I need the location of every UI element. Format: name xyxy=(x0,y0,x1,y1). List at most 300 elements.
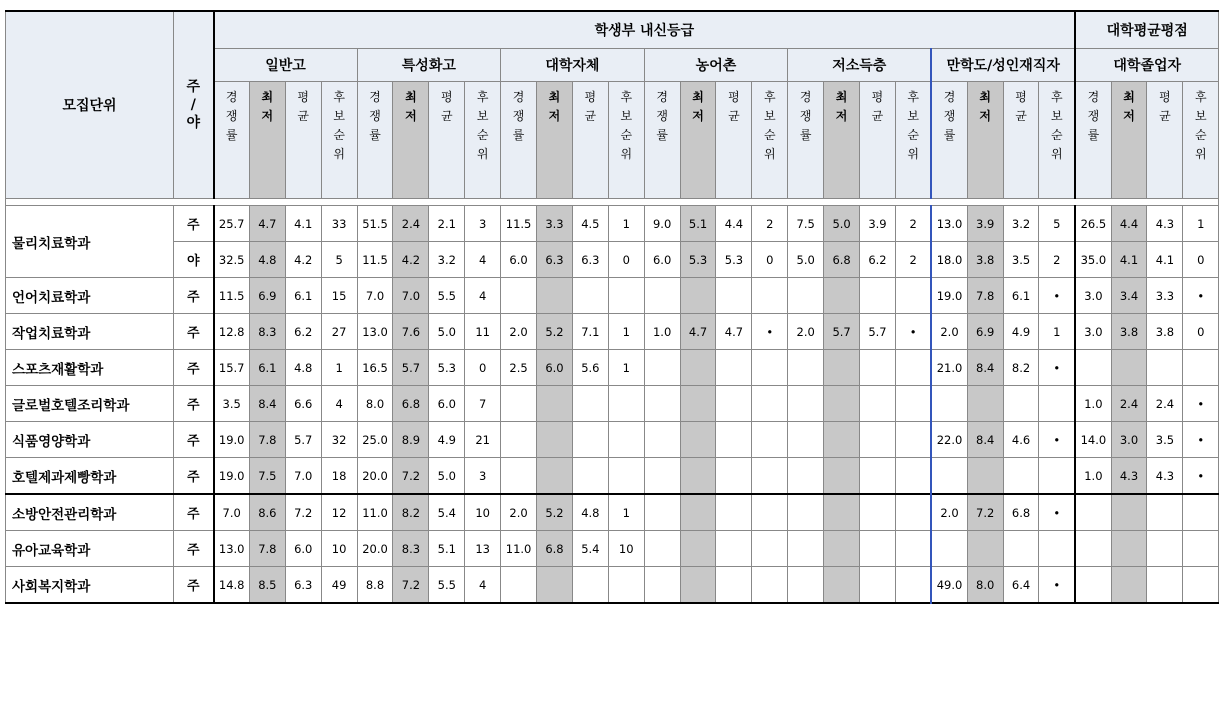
group-header-adult-learner: 만학도/성인재직자 xyxy=(931,49,1075,82)
cell-general-competition-rate: 25.7 xyxy=(214,206,250,242)
cell-univ-own-waitlist-rank xyxy=(608,458,644,495)
cell-general-lowest-grade: 8.3 xyxy=(249,314,285,350)
day-night-cell: 주 xyxy=(174,494,214,531)
cell-low-income-average-grade xyxy=(860,422,896,458)
cell-low-income-waitlist-rank xyxy=(895,350,931,386)
cell-univ-own-lowest-grade xyxy=(537,567,573,604)
cell-adult-learner-competition-rate xyxy=(931,386,967,422)
cell-univ-own-average-grade xyxy=(572,567,608,604)
cell-specialized-competition-rate: 16.5 xyxy=(357,350,393,386)
col-header-low-income-lowest-grade xyxy=(824,82,860,199)
col-header-rural-waitlist-rank xyxy=(752,82,788,199)
cell-general-lowest-grade: 7.5 xyxy=(249,458,285,495)
day-night-cell: 주 xyxy=(174,350,214,386)
cell-low-income-average-grade: 6.2 xyxy=(860,242,896,278)
cell-specialized-waitlist-rank: 21 xyxy=(465,422,501,458)
cell-general-competition-rate: 32.5 xyxy=(214,242,250,278)
cell-graduate-lowest-grade xyxy=(1111,567,1147,604)
cell-rural-waitlist-rank xyxy=(752,531,788,567)
cell-rural-waitlist-rank xyxy=(752,278,788,314)
cell-rural-average-grade: 4.4 xyxy=(716,206,752,242)
cell-adult-learner-waitlist-rank: 2 xyxy=(1039,242,1075,278)
cell-specialized-lowest-grade: 7.2 xyxy=(393,567,429,604)
cell-rural-lowest-grade: 5.1 xyxy=(680,206,716,242)
col-header-label: 최저 xyxy=(835,90,848,123)
cell-graduate-competition-rate: 1.0 xyxy=(1075,386,1111,422)
cell-adult-learner-competition-rate: 13.0 xyxy=(931,206,967,242)
day-night-cell: 주 xyxy=(174,531,214,567)
cell-general-competition-rate: 7.0 xyxy=(214,494,250,531)
cell-adult-learner-competition-rate: 21.0 xyxy=(931,350,967,386)
cell-graduate-lowest-grade: 3.4 xyxy=(1111,278,1147,314)
table-row xyxy=(6,350,1219,386)
cell-graduate-lowest-grade: 4.1 xyxy=(1111,242,1147,278)
cell-general-waitlist-rank: 15 xyxy=(321,278,357,314)
table-row xyxy=(6,386,1219,422)
cell-adult-learner-waitlist-rank xyxy=(1039,386,1075,422)
cell-univ-own-waitlist-rank: 10 xyxy=(608,531,644,567)
cell-adult-learner-lowest-grade: 7.8 xyxy=(967,278,1003,314)
cell-univ-own-waitlist-rank xyxy=(608,386,644,422)
cell-adult-learner-competition-rate: 49.0 xyxy=(931,567,967,604)
cell-rural-lowest-grade xyxy=(680,278,716,314)
cell-general-waitlist-rank: 49 xyxy=(321,567,357,604)
day-night-cell: 주 xyxy=(174,206,214,242)
cell-general-lowest-grade: 4.7 xyxy=(249,206,285,242)
cell-specialized-average-grade: 6.0 xyxy=(429,386,465,422)
day-night-cell: 주 xyxy=(174,278,214,314)
cell-univ-own-waitlist-rank xyxy=(608,422,644,458)
cell-rural-competition-rate xyxy=(644,494,680,531)
cell-specialized-competition-rate: 7.0 xyxy=(357,278,393,314)
cell-univ-own-waitlist-rank: 1 xyxy=(608,206,644,242)
cell-univ-own-competition-rate: 6.0 xyxy=(501,242,537,278)
cell-low-income-waitlist-rank xyxy=(895,531,931,567)
cell-rural-average-grade xyxy=(716,567,752,604)
cell-graduate-average-grade: 2.4 xyxy=(1147,386,1183,422)
cell-rural-waitlist-rank xyxy=(752,494,788,531)
cell-graduate-competition-rate: 3.0 xyxy=(1075,314,1111,350)
cell-low-income-competition-rate xyxy=(788,422,824,458)
cell-low-income-competition-rate xyxy=(788,350,824,386)
cell-rural-competition-rate xyxy=(644,422,680,458)
col-header-low-income-average-grade xyxy=(860,82,896,199)
col-header-adult-learner-lowest-grade xyxy=(967,82,1003,199)
cell-general-average-grade: 6.0 xyxy=(285,531,321,567)
cell-adult-learner-competition-rate: 2.0 xyxy=(931,314,967,350)
cell-general-lowest-grade: 4.8 xyxy=(249,242,285,278)
dept-name: 언어치료학과 xyxy=(6,278,174,314)
cell-low-income-waitlist-rank xyxy=(895,278,931,314)
school-grade-header: 학생부 내신등급 xyxy=(214,11,1076,49)
cell-rural-competition-rate xyxy=(644,458,680,495)
cell-low-income-average-grade xyxy=(860,278,896,314)
col-header-label: 경쟁률 xyxy=(1087,90,1100,142)
dept-name: 사회복지학과 xyxy=(6,567,174,604)
cell-univ-own-competition-rate: 2.0 xyxy=(501,494,537,531)
cell-univ-own-average-grade xyxy=(572,458,608,495)
cell-adult-learner-average-grade: 4.9 xyxy=(1003,314,1039,350)
cell-rural-lowest-grade: 4.7 xyxy=(680,314,716,350)
cell-univ-own-lowest-grade: 6.3 xyxy=(537,242,573,278)
col-header-specialized-waitlist-rank xyxy=(465,82,501,199)
col-header-low-income-waitlist-rank xyxy=(895,82,931,199)
cell-rural-lowest-grade xyxy=(680,531,716,567)
cell-specialized-competition-rate: 11.5 xyxy=(357,242,393,278)
cell-low-income-lowest-grade: 5.7 xyxy=(824,314,860,350)
cell-adult-learner-lowest-grade: 8.4 xyxy=(967,350,1003,386)
cell-specialized-waitlist-rank: 0 xyxy=(465,350,501,386)
cell-low-income-waitlist-rank: 2 xyxy=(895,206,931,242)
cell-graduate-waitlist-rank: • xyxy=(1183,386,1219,422)
cell-adult-learner-average-grade: 6.8 xyxy=(1003,494,1039,531)
cell-univ-own-competition-rate xyxy=(501,422,537,458)
cell-graduate-competition-rate xyxy=(1075,531,1111,567)
cell-specialized-waitlist-rank: 13 xyxy=(465,531,501,567)
cell-univ-own-lowest-grade: 6.8 xyxy=(537,531,573,567)
cell-univ-own-competition-rate xyxy=(501,567,537,604)
col-header-label: 평균 xyxy=(584,90,597,123)
cell-univ-own-waitlist-rank: 0 xyxy=(608,242,644,278)
cell-general-average-grade: 6.1 xyxy=(285,278,321,314)
cell-low-income-lowest-grade xyxy=(824,567,860,604)
cell-rural-competition-rate: 9.0 xyxy=(644,206,680,242)
group-header-general: 일반고 xyxy=(214,49,358,82)
cell-low-income-average-grade xyxy=(860,531,896,567)
col-header-label: 후보순위 xyxy=(1051,90,1063,161)
cell-adult-learner-waitlist-rank: • xyxy=(1039,567,1075,604)
cell-graduate-lowest-grade: 3.8 xyxy=(1111,314,1147,350)
cell-general-waitlist-rank: 33 xyxy=(321,206,357,242)
cell-general-lowest-grade: 7.8 xyxy=(249,531,285,567)
cell-specialized-lowest-grade: 8.2 xyxy=(393,494,429,531)
day-night-header xyxy=(174,11,214,199)
col-header-label: 후보순위 xyxy=(764,90,776,161)
cell-general-waitlist-rank: 1 xyxy=(321,350,357,386)
cell-adult-learner-lowest-grade xyxy=(967,531,1003,567)
cell-rural-lowest-grade: 5.3 xyxy=(680,242,716,278)
cell-graduate-waitlist-rank: • xyxy=(1183,422,1219,458)
cell-rural-waitlist-rank xyxy=(752,350,788,386)
cell-univ-own-average-grade: 7.1 xyxy=(572,314,608,350)
cell-general-lowest-grade: 8.4 xyxy=(249,386,285,422)
cell-low-income-competition-rate xyxy=(788,567,824,604)
cell-adult-learner-competition-rate: 2.0 xyxy=(931,494,967,531)
cell-adult-learner-average-grade: 8.2 xyxy=(1003,350,1039,386)
cell-graduate-waitlist-rank: 1 xyxy=(1183,206,1219,242)
col-header-label: 평균 xyxy=(728,90,740,123)
cell-adult-learner-lowest-grade: 7.2 xyxy=(967,494,1003,531)
cell-specialized-waitlist-rank: 4 xyxy=(465,278,501,314)
col-header-label: 최저 xyxy=(548,90,561,123)
cell-rural-lowest-grade xyxy=(680,422,716,458)
cell-rural-waitlist-rank xyxy=(752,458,788,495)
cell-specialized-lowest-grade: 7.0 xyxy=(393,278,429,314)
col-header-label: 후보순위 xyxy=(1195,90,1207,161)
cell-adult-learner-waitlist-rank xyxy=(1039,458,1075,495)
cell-graduate-competition-rate xyxy=(1075,567,1111,604)
cell-univ-own-waitlist-rank: 1 xyxy=(608,494,644,531)
cell-specialized-lowest-grade: 5.7 xyxy=(393,350,429,386)
cell-adult-learner-lowest-grade: 8.4 xyxy=(967,422,1003,458)
day-night-cell: 주 xyxy=(174,567,214,604)
col-header-label: 후보순위 xyxy=(333,90,345,161)
cell-specialized-competition-rate: 20.0 xyxy=(357,458,393,495)
cell-rural-competition-rate: 6.0 xyxy=(644,242,680,278)
cell-specialized-lowest-grade: 7.2 xyxy=(393,458,429,495)
cell-rural-waitlist-rank xyxy=(752,422,788,458)
table-row xyxy=(6,206,1219,242)
cell-rural-waitlist-rank: 0 xyxy=(752,242,788,278)
cell-general-waitlist-rank: 10 xyxy=(321,531,357,567)
col-header-label: 최저 xyxy=(1123,90,1135,123)
col-header-label: 경쟁률 xyxy=(799,90,812,142)
table-row xyxy=(6,242,1219,278)
col-header-label: 평균 xyxy=(871,90,884,123)
cell-rural-lowest-grade xyxy=(680,386,716,422)
cell-rural-competition-rate: 1.0 xyxy=(644,314,680,350)
col-header-general-competition-rate xyxy=(214,82,250,199)
cell-general-lowest-grade: 8.6 xyxy=(249,494,285,531)
cell-general-average-grade: 6.2 xyxy=(285,314,321,350)
cell-low-income-lowest-grade xyxy=(824,422,860,458)
col-header-general-lowest-grade xyxy=(249,82,285,199)
cell-general-waitlist-rank: 5 xyxy=(321,242,357,278)
cell-graduate-competition-rate: 1.0 xyxy=(1075,458,1111,495)
table-row xyxy=(6,422,1219,458)
cell-low-income-waitlist-rank: • xyxy=(895,314,931,350)
cell-general-competition-rate: 19.0 xyxy=(214,422,250,458)
col-header-rural-competition-rate xyxy=(644,82,680,199)
cell-rural-average-grade xyxy=(716,494,752,531)
cell-univ-own-waitlist-rank: 1 xyxy=(608,350,644,386)
cell-univ-own-lowest-grade xyxy=(537,458,573,495)
cell-graduate-lowest-grade: 4.4 xyxy=(1111,206,1147,242)
cell-specialized-lowest-grade: 2.4 xyxy=(393,206,429,242)
cell-univ-own-average-grade: 5.4 xyxy=(572,531,608,567)
cell-graduate-lowest-grade: 2.4 xyxy=(1111,386,1147,422)
cell-general-competition-rate: 13.0 xyxy=(214,531,250,567)
cell-graduate-waitlist-rank xyxy=(1183,531,1219,567)
cell-low-income-average-grade xyxy=(860,458,896,495)
dept-name: 물리치료학과 xyxy=(6,206,174,278)
cell-specialized-waitlist-rank: 4 xyxy=(465,242,501,278)
cell-graduate-average-grade: 4.1 xyxy=(1147,242,1183,278)
cell-low-income-lowest-grade: 6.8 xyxy=(824,242,860,278)
col-header-graduate-waitlist-rank xyxy=(1183,82,1219,199)
cell-adult-learner-average-grade xyxy=(1003,386,1039,422)
col-header-graduate-average-grade xyxy=(1147,82,1183,199)
cell-univ-own-lowest-grade xyxy=(537,278,573,314)
cell-adult-learner-lowest-grade: 3.8 xyxy=(967,242,1003,278)
cell-general-competition-rate: 3.5 xyxy=(214,386,250,422)
cell-rural-average-grade: 5.3 xyxy=(716,242,752,278)
cell-low-income-lowest-grade xyxy=(824,494,860,531)
dept-name: 소방안전관리학과 xyxy=(6,494,174,531)
cell-general-competition-rate: 15.7 xyxy=(214,350,250,386)
table-row xyxy=(6,567,1219,604)
cell-low-income-waitlist-rank xyxy=(895,386,931,422)
cell-graduate-average-grade: 3.5 xyxy=(1147,422,1183,458)
cell-adult-learner-average-grade xyxy=(1003,531,1039,567)
cell-general-competition-rate: 19.0 xyxy=(214,458,250,495)
cell-specialized-waitlist-rank: 11 xyxy=(465,314,501,350)
dept-name: 유아교육학과 xyxy=(6,531,174,567)
cell-rural-lowest-grade xyxy=(680,458,716,495)
cell-general-lowest-grade: 6.9 xyxy=(249,278,285,314)
cell-low-income-average-grade xyxy=(860,567,896,604)
cell-adult-learner-waitlist-rank: • xyxy=(1039,494,1075,531)
cell-univ-own-lowest-grade: 5.2 xyxy=(537,314,573,350)
col-header-general-waitlist-rank xyxy=(321,82,357,199)
cell-low-income-waitlist-rank xyxy=(895,567,931,604)
cell-low-income-competition-rate: 2.0 xyxy=(788,314,824,350)
cell-rural-average-grade xyxy=(716,278,752,314)
cell-adult-learner-competition-rate xyxy=(931,531,967,567)
group-header-graduate: 대학졸업자 xyxy=(1075,49,1219,82)
table-row xyxy=(6,278,1219,314)
cell-low-income-average-grade xyxy=(860,350,896,386)
cell-graduate-competition-rate: 14.0 xyxy=(1075,422,1111,458)
day-night-cell: 주 xyxy=(174,458,214,495)
day-night-cell: 주 xyxy=(174,422,214,458)
cell-specialized-average-grade: 3.2 xyxy=(429,242,465,278)
col-header-label: 후보순위 xyxy=(907,90,919,161)
cell-adult-learner-average-grade: 3.2 xyxy=(1003,206,1039,242)
cell-rural-average-grade xyxy=(716,531,752,567)
cell-general-average-grade: 7.0 xyxy=(285,458,321,495)
cell-low-income-average-grade: 3.9 xyxy=(860,206,896,242)
col-header-label: 최저 xyxy=(405,90,417,123)
col-header-label: 최저 xyxy=(692,90,704,123)
col-header-label: 평균 xyxy=(1159,90,1171,123)
cell-specialized-waitlist-rank: 3 xyxy=(465,458,501,495)
cell-rural-competition-rate xyxy=(644,386,680,422)
cell-univ-own-average-grade xyxy=(572,422,608,458)
cell-adult-learner-average-grade: 4.6 xyxy=(1003,422,1039,458)
col-header-univ-own-waitlist-rank xyxy=(608,82,644,199)
cell-adult-learner-competition-rate xyxy=(931,458,967,495)
table-row xyxy=(6,531,1219,567)
col-header-graduate-lowest-grade xyxy=(1111,82,1147,199)
cell-graduate-lowest-grade xyxy=(1111,531,1147,567)
cell-rural-waitlist-rank xyxy=(752,386,788,422)
cell-rural-average-grade xyxy=(716,422,752,458)
cell-univ-own-lowest-grade xyxy=(537,422,573,458)
group-header-rural: 농어촌 xyxy=(644,49,788,82)
cell-specialized-average-grade: 5.3 xyxy=(429,350,465,386)
cell-general-waitlist-rank: 4 xyxy=(321,386,357,422)
cell-specialized-lowest-grade: 7.6 xyxy=(393,314,429,350)
cell-univ-own-lowest-grade: 3.3 xyxy=(537,206,573,242)
cell-graduate-average-grade: 4.3 xyxy=(1147,206,1183,242)
cell-low-income-average-grade xyxy=(860,494,896,531)
cell-graduate-average-grade xyxy=(1147,494,1183,531)
cell-rural-average-grade xyxy=(716,386,752,422)
dept-name: 식품영양학과 xyxy=(6,422,174,458)
cell-adult-learner-average-grade: 6.1 xyxy=(1003,278,1039,314)
cell-general-average-grade: 6.6 xyxy=(285,386,321,422)
cell-low-income-competition-rate xyxy=(788,531,824,567)
cell-general-average-grade: 4.2 xyxy=(285,242,321,278)
col-header-label: 최저 xyxy=(261,90,274,123)
cell-specialized-competition-rate: 20.0 xyxy=(357,531,393,567)
cell-univ-own-lowest-grade xyxy=(537,386,573,422)
cell-graduate-lowest-grade: 4.3 xyxy=(1111,458,1147,495)
col-header-specialized-average-grade xyxy=(429,82,465,199)
cell-graduate-waitlist-rank: • xyxy=(1183,458,1219,495)
cell-univ-own-average-grade: 5.6 xyxy=(572,350,608,386)
cell-univ-own-average-grade xyxy=(572,278,608,314)
cell-specialized-waitlist-rank: 10 xyxy=(465,494,501,531)
cell-univ-own-average-grade xyxy=(572,386,608,422)
col-header-univ-own-average-grade xyxy=(572,82,608,199)
cell-univ-own-average-grade: 4.5 xyxy=(572,206,608,242)
cell-specialized-competition-rate: 8.0 xyxy=(357,386,393,422)
cell-specialized-average-grade: 5.1 xyxy=(429,531,465,567)
cell-low-income-lowest-grade xyxy=(824,531,860,567)
day-night-cell: 주 xyxy=(174,314,214,350)
cell-low-income-waitlist-rank xyxy=(895,422,931,458)
cell-adult-learner-average-grade: 6.4 xyxy=(1003,567,1039,604)
group-header-specialized: 특성화고 xyxy=(357,49,501,82)
cell-graduate-waitlist-rank xyxy=(1183,350,1219,386)
cell-rural-competition-rate xyxy=(644,350,680,386)
col-header-general-average-grade xyxy=(285,82,321,199)
cell-adult-learner-competition-rate: 19.0 xyxy=(931,278,967,314)
cell-specialized-average-grade: 5.0 xyxy=(429,458,465,495)
cell-low-income-waitlist-rank xyxy=(895,458,931,495)
cell-general-waitlist-rank: 12 xyxy=(321,494,357,531)
table-row xyxy=(6,458,1219,495)
cell-adult-learner-waitlist-rank: • xyxy=(1039,350,1075,386)
cell-univ-own-average-grade: 4.8 xyxy=(572,494,608,531)
cell-graduate-average-grade: 3.8 xyxy=(1147,314,1183,350)
cell-graduate-average-grade: 4.3 xyxy=(1147,458,1183,495)
cell-specialized-waitlist-rank: 7 xyxy=(465,386,501,422)
cell-graduate-lowest-grade xyxy=(1111,350,1147,386)
dn-label-slash: / xyxy=(190,97,196,113)
table-row xyxy=(6,314,1219,350)
col-header-label: 경쟁률 xyxy=(512,90,525,142)
cell-specialized-average-grade: 5.5 xyxy=(429,567,465,604)
col-header-adult-learner-average-grade xyxy=(1003,82,1039,199)
cell-specialized-competition-rate: 51.5 xyxy=(357,206,393,242)
col-header-adult-learner-competition-rate xyxy=(931,82,967,199)
cell-rural-waitlist-rank xyxy=(752,567,788,604)
cell-graduate-waitlist-rank xyxy=(1183,494,1219,531)
col-header-label: 후보순위 xyxy=(620,90,633,161)
cell-graduate-competition-rate xyxy=(1075,350,1111,386)
cell-rural-average-grade: 4.7 xyxy=(716,314,752,350)
cell-low-income-average-grade xyxy=(860,386,896,422)
cell-graduate-average-grade: 3.3 xyxy=(1147,278,1183,314)
cell-univ-own-waitlist-rank: 1 xyxy=(608,314,644,350)
cell-general-competition-rate: 14.8 xyxy=(214,567,250,604)
col-header-low-income-competition-rate xyxy=(788,82,824,199)
header-divider xyxy=(6,199,1219,206)
cell-low-income-lowest-grade xyxy=(824,278,860,314)
cell-univ-own-competition-rate: 2.5 xyxy=(501,350,537,386)
cell-rural-waitlist-rank: • xyxy=(752,314,788,350)
group-header-univ-own: 대학자체 xyxy=(501,49,645,82)
cell-specialized-competition-rate: 25.0 xyxy=(357,422,393,458)
cell-graduate-average-grade xyxy=(1147,567,1183,604)
dept-name: 스포츠재활학과 xyxy=(6,350,174,386)
cell-specialized-average-grade: 5.4 xyxy=(429,494,465,531)
col-header-label: 평균 xyxy=(440,90,453,123)
cell-general-waitlist-rank: 18 xyxy=(321,458,357,495)
